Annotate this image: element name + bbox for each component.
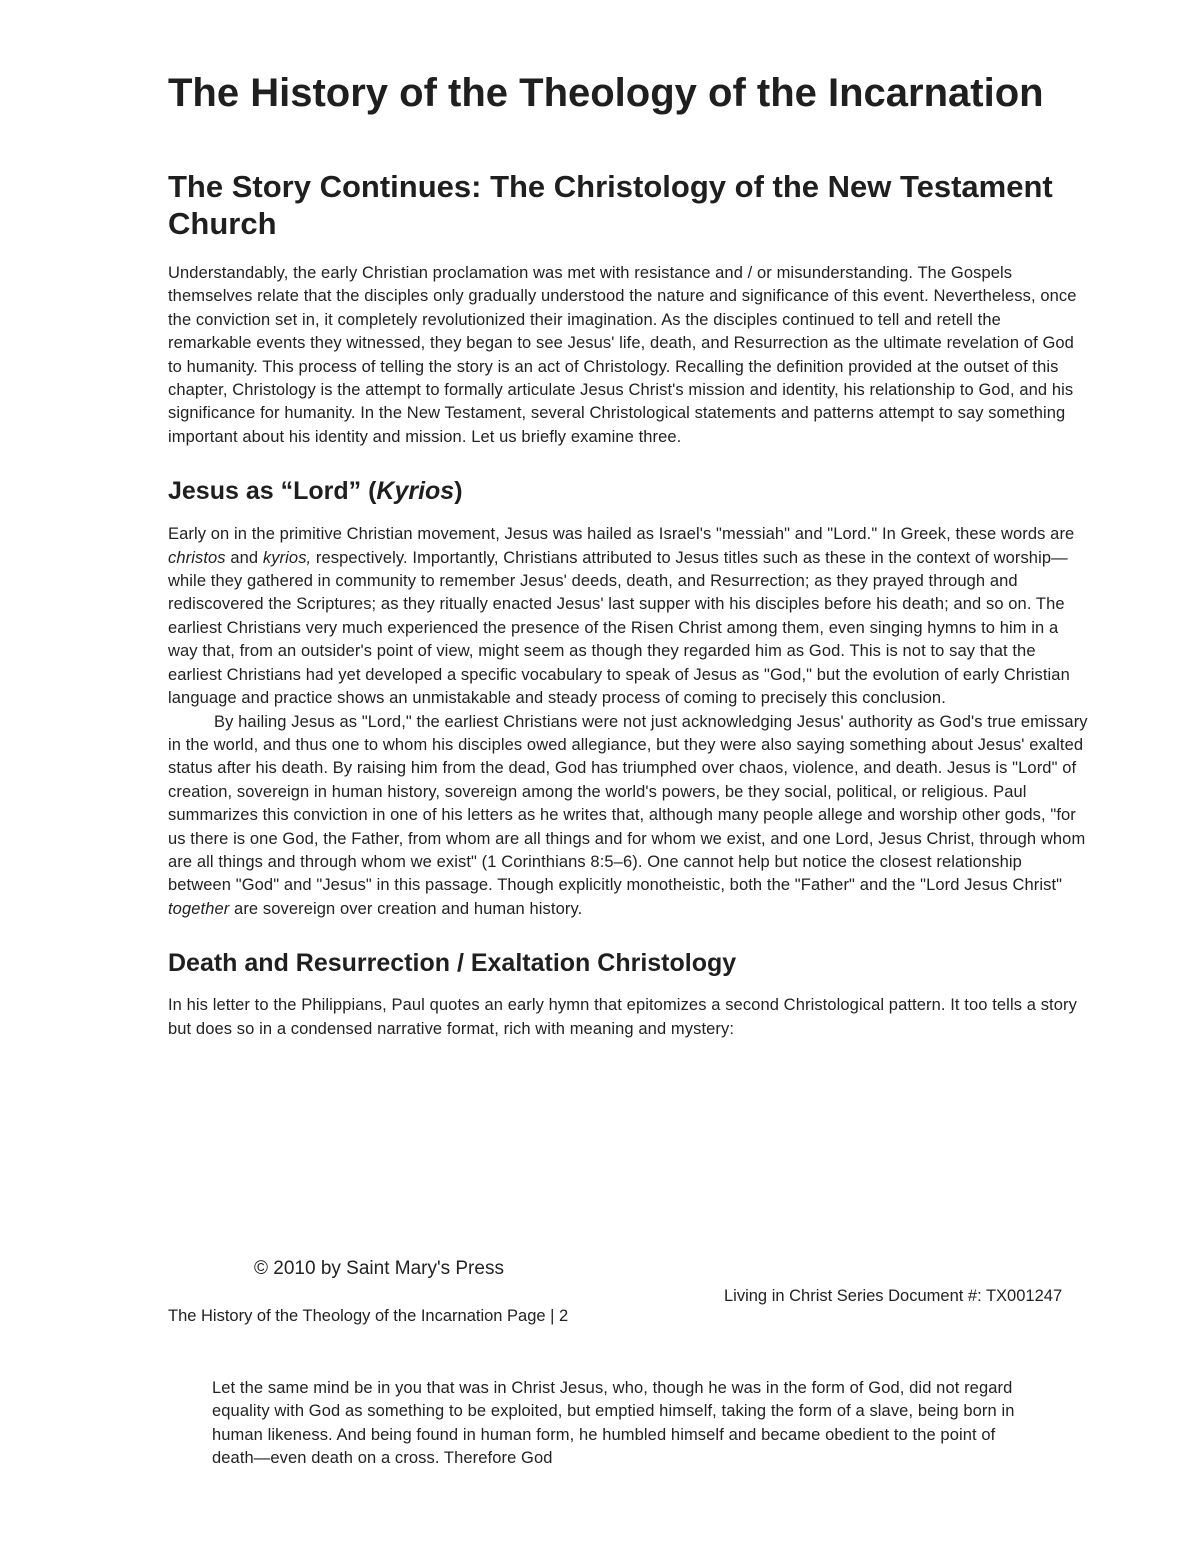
text-run: Early on in the primitive Christian movement, Jesus was hailed as Israel's "messiah" and "Lord." In Greek, these words are <box>168 525 1075 544</box>
document-title: The History of the Theology of the Incarnation <box>168 71 1044 115</box>
page-label: The History of the Theology of the Incarnation Page | 2 <box>168 1307 569 1325</box>
lord-paragraph-1 <box>168 523 1088 710</box>
lord-heading <box>168 476 1088 506</box>
italic-term: kyrios, <box>262 548 312 567</box>
document-number: Living in Christ Series Document #: TX001247 <box>724 1287 1063 1305</box>
italic-term: christos <box>168 548 226 567</box>
block-quote: Let the same mind be in you that was in Christ Jesus, who, though he was in the form of God, did not regard equality with God as something to be exploited, but emptied himself, taking the form of a slave, being born in human likeness. And being found in human form, he humbled himself and became obedient to the point of death—even death on a cross. Therefore God <box>212 1379 1015 1468</box>
page-content <box>168 70 1088 1041</box>
lord-heading-prefix: Jesus as “Lord” ( <box>168 477 377 506</box>
lord-paragraph-2 <box>168 711 1088 922</box>
text-run: respectively. Importantly, Christians attributed to Jesus titles such as these in the context of worship—while they gathered in community to remember Jesus' deeds, death, and Resurrection; as they prayed through and rediscovered the Scriptures; as they ritually enacted Jesus' last supper with his disciples before his death; and so on. The earliest Christians very much experienced the presence of the Risen Christ among them, even singing hymns to him in a way that, from an outsider's point of view, might seem as though they regarded him as God. This is not to say that the earliest Christians had yet developed a specific vocabulary to speak of Jesus as "God," but the evolution of early Christian language and practice shows an unmistakable and steady process of coming to precisely this conclusion. <box>168 548 1070 708</box>
lord-heading-suffix: ) <box>454 477 463 506</box>
death-heading: Death and Resurrection / Exaltation Christology <box>168 949 737 978</box>
section-heading: The Story Continues: The Christology of the New Testament Church <box>168 169 1053 241</box>
italic-term: together <box>168 899 230 918</box>
text-run: are sovereign over creation and human history. <box>229 899 583 918</box>
text-run: By hailing Jesus as "Lord," the earliest Christians were not just acknowledging Jesus' authority as God's true emissary in the world, and thus one to whom his disciples owed allegiance, but they were also saying something about Jesus' exalted status after his death. By raising him from the dead, God has triumphed over chaos, violence, and death. Jesus is "Lord" of creation, sovereign in human history, sovereign among the world's powers, be they social, political, or religious. Paul summarizes this conviction in one of his letters as he writes that, although many people allege and worship other gods, "for us there is one God, the Father, from whom are all things and for whom we exist, and one Lord, Jesus Christ, through whom are all things and through whom we exist" (1 Corinthians 8:5–6). One cannot help but notice the closest relationship between "God" and "Jesus" in this passage. Though explicitly monotheistic, both the "Father" and the "Lord Jesus Christ" <box>168 712 1088 895</box>
text-run: and <box>225 548 263 567</box>
copyright-notice: © 2010 by Saint Mary's Press <box>254 1258 504 1279</box>
intro-paragraph: Understandably, the early Christian proclamation was met with resistance and / or misunderstanding. The Gospels themselves relate that the disciples only gradually understood the nature and significance of this event. Nevertheless, once the conviction set in, it completely revolutionized their imagination. As the disciples continued to tell and retell the remarkable events they witnessed, they began to see Jesus' life, death, and Resurrection as the ultimate revelation of God to humanity. This process of telling the story is an act of Christology. Recalling the definition provided at the outset of this chapter, Christology is the attempt to formally articulate Jesus Christ's mission and identity, his relationship to God, and his significance for humanity. In the New Testament, several Christological statements and patterns attempt to say something important about his identity and mission. Let us briefly examine three. <box>168 264 1077 446</box>
death-paragraph: In his letter to the Philippians, Paul quotes an early hymn that epitomizes a second Christological pattern. It too tells a story but does so in a condensed narrative format, rich with meaning and mystery: <box>168 996 1077 1038</box>
lord-heading-italic: Kyrios <box>376 477 455 506</box>
